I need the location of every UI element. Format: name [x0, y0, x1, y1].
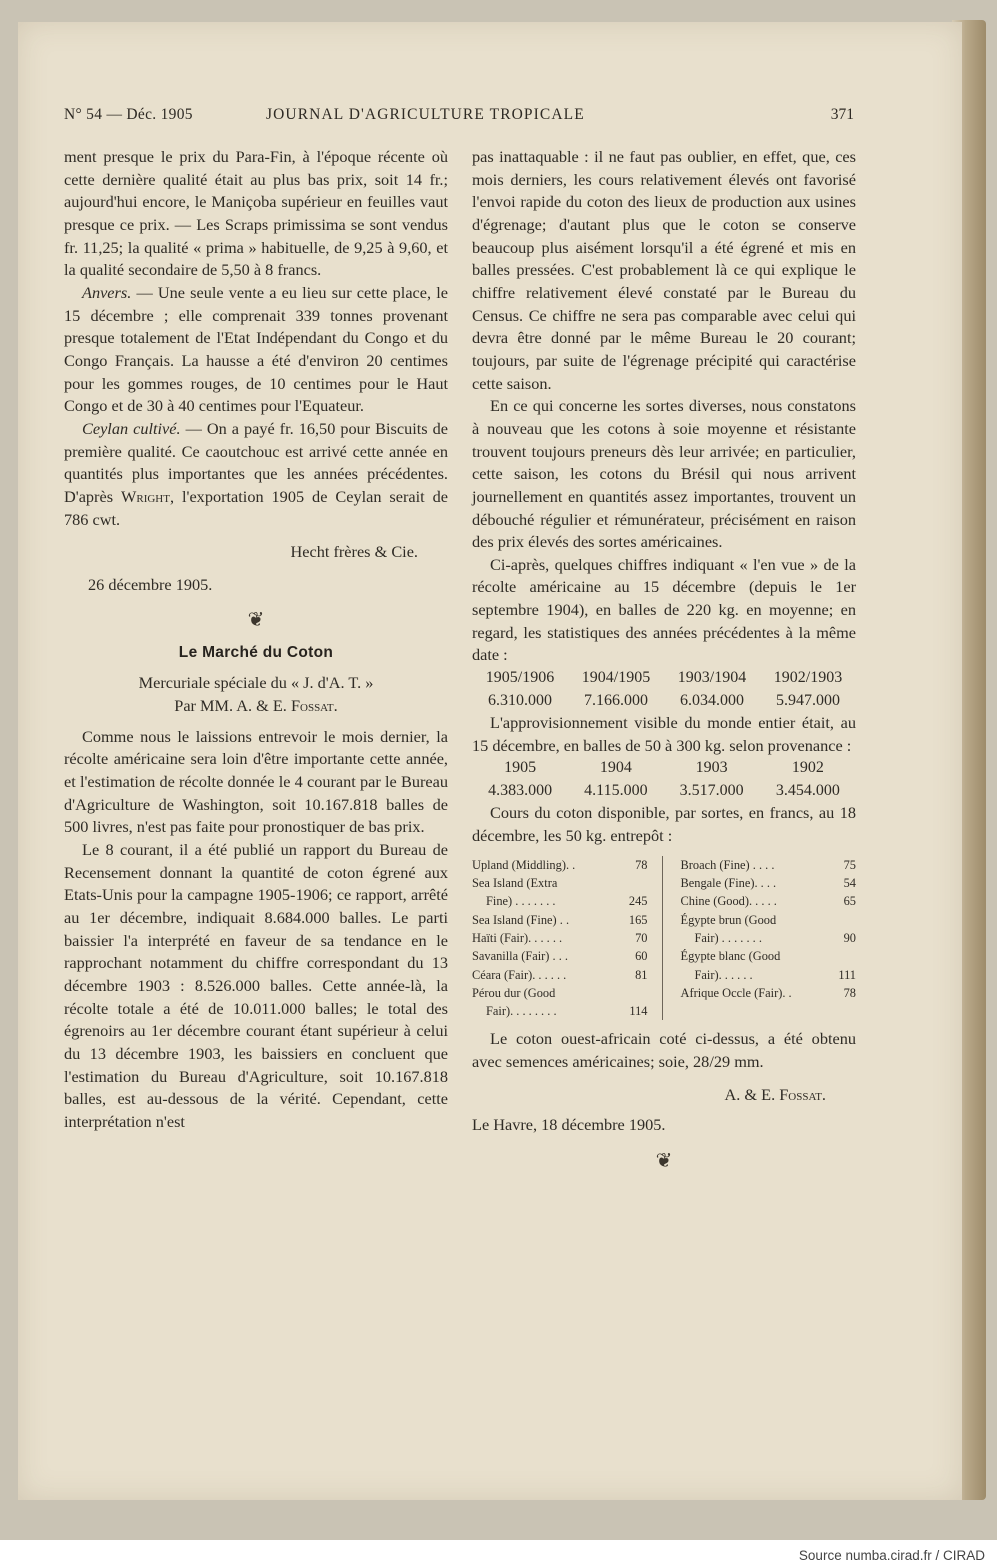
section-title: Le Marché du Coton — [178, 644, 334, 662]
table-cell: 3.454.000 — [775, 781, 840, 799]
supply-figures-table — [472, 757, 856, 802]
table-cell: 1905 — [504, 759, 537, 777]
price-row: Pérou dur (Good — [472, 985, 556, 1000]
price-row: Upland (Middling). . 78 — [472, 857, 648, 872]
price-row: Céara (Fair). . . . . . 81 — [472, 967, 648, 982]
table-cell: 1903/1904 — [677, 669, 747, 687]
price-row: Fair) . . . . . . . 90 — [694, 930, 856, 945]
table-cell: 1902/1903 — [773, 669, 843, 687]
table-cell: 6.310.000 — [488, 691, 552, 709]
signature: Hecht frères & Cie. — [290, 542, 418, 562]
table-cell: 1905/1906 — [485, 669, 555, 687]
price-column-right — [663, 856, 857, 1021]
paragraph: L'approvisionnement visible du monde entier était, au 15 décembre, en balles de 50 à 300 kg. selon provenance : — [472, 713, 856, 755]
paragraph: Le 8 courant, il a été publié un rapport du Bureau de Recensement donnant la quantité de coton égrené aux Etats-Unis pour la campagne 1905-1906; ce rapport, arrêté au 1er décembre, indiquait 8.684.000 balles. Le parti baissier l'a interprété en faveur de sa tendance en le rapprochant notamment du chiffre correspondant du 13 décembre 1903 : 8.526.000 balles. Cette année-là, la récolte totale a été de 10.011.000 balles; le total des égrenoirs au 1er décembre courant étant supérieur à celui du 13 décembre 1903, les baissiers en concluent que l'estimation du Bureau d'Agriculture, soit 10.167.818 balles, est au-dessous de la vérité. Cependant, cette interprétation n'est — [64, 840, 448, 1131]
table-cell: 4.383.000 — [488, 781, 553, 799]
journal-title: JOURNAL D'AGRICULTURE TROPICALE — [266, 106, 585, 123]
paragraph-anvers: Anvers. — Une seule vente a eu lieu sur cette place, le 15 décembre ; elle comprenait 339 tonnes provenant presque totalement de l'Etat Indépendant du Congo et du Congo Français. La hausse a été d'environ 20 centimes pour les gommes rouges, de 10 centimes pour le Haut Congo et de 30 à 40 centimes pour l'Equateur. — [64, 282, 448, 416]
paragraph: Comme nous le laissions entrevoir le mois dernier, la récolte américaine sera loin d'être importante cette année, et l'estimation de récolte donnée le 4 courant par le Bureau d'Agriculture de Washington, soit 10.167.818 balles de 500 livres, n'est pas faite pour pronostiquer de bas prix. — [64, 726, 448, 837]
source-credit: Source numba.cirad.fr / CIRAD — [798, 1548, 985, 1563]
paragraph: ment presque le prix du Para-Fin, à l'époque récente où cette dernière qualité était au plus bas prix, soit 14 fr.; aujourd'hui encore, le Maniçoba supérieur en feuilles vaut presque ce prix. — Les Scraps primissima se sont vendus fr. 11,25; la qualité « prima » habituelle, de 9,25 à 9,60, et la qualité secondaire de 5,50 à 8 francs. — [64, 147, 448, 280]
paragraph: Le coton ouest-africain coté ci-dessus, a été obtenu avec semences américaines; soie, 28/29 mm. — [472, 1029, 856, 1072]
price-row: Sea Island (Extra — [472, 876, 558, 891]
paragraph: pas inattaquable : il ne faut pas oublier, en effet, que, ces mois derniers, les cours relativement élevés ont favorisé l'envoi rapide du coton des lieux de production aux usines d'égrenage; d'autant plus que le coton se conserve beaucoup plus aisément lorsqu'il a été égrené et mis en balles pressées. C'est probablement là ce qui explique le chiffre relativement élevé constaté par le Bureau du Census. Ce chiffre ne sera pas comparable avec celui qui devra être donné par le même Bureau le 20 courant; toujours, par suite de l'égrenage précipité qui caractérise cette saison. — [472, 147, 856, 393]
page-number: 371 — [830, 106, 854, 123]
table-cell: 3.517.000 — [679, 781, 744, 799]
table-cell: 7.166.000 — [584, 691, 648, 709]
place-label: Anvers. — [82, 282, 132, 302]
price-row: Haïti (Fair). . . . . . 70 — [472, 930, 648, 945]
table-cell: 1903 — [695, 759, 728, 777]
ornament: ❦ — [655, 1148, 673, 1173]
price-row: Sea Island (Fine) . . 165 — [472, 912, 648, 927]
price-row: Chine (Good). . . . . 65 — [680, 894, 856, 909]
table-cell: 4.115.000 — [584, 781, 648, 799]
ornament: ❦ — [247, 607, 265, 632]
dateline: 26 décembre 1905. — [88, 574, 213, 594]
signature: A. & E. Fossat. — [724, 1084, 826, 1104]
paragraph: Cours du coton disponible, par sortes, en francs, au 18 décembre, les 50 kg. entrepôt : — [472, 803, 856, 846]
table-cell: 6.034.000 — [680, 691, 744, 709]
price-column-left — [472, 856, 663, 1021]
price-row: Broach (Fine) . . . . 75 — [680, 857, 856, 872]
price-row: Égypte blanc (Good — [680, 949, 781, 964]
table-cell: 1904 — [599, 759, 632, 777]
table-cell: 5.947.000 — [776, 691, 840, 709]
place-label: Ceylan cultivé. — [82, 418, 181, 438]
author-name: Wright — [121, 486, 170, 506]
crop-figures-table — [472, 667, 856, 712]
paragraph: Ci-après, quelques chiffres indiquant « l'en vue » de la récolte américaine au 15 décembre (depuis le 1er septembre 1904), en balles de 220 kg. en moyenne; en regard, les statistiques des années précédentes à la même date : — [472, 554, 856, 665]
table-cell: 1904/1905 — [581, 669, 651, 687]
subtitle: Mercuriale spéciale du « J. d'A. T. » — [138, 673, 374, 693]
table-cell: 1902 — [791, 759, 824, 777]
price-row: Fine) . . . . . . . 245 — [486, 894, 648, 909]
dateline: Le Havre, 18 décembre 1905. — [472, 1115, 666, 1135]
price-row: Afrique Occle (Fair). . 78 — [680, 985, 856, 1000]
byline: Par MM. A. & E. Fossat. — [174, 696, 338, 716]
right-column — [472, 146, 856, 1177]
price-row: Égypte brun (Good — [680, 912, 777, 927]
price-row: Fair). . . . . . . . 114 — [486, 1004, 648, 1019]
price-row: Bengale (Fine). . . . 54 — [680, 876, 856, 891]
issue-label: N° 54 — Déc. 1905 — [64, 106, 193, 123]
paragraph: En ce qui concerne les sortes diverses, nous constatons à nouveau que les cotons à soie moyenne et résistante trouvent toujours preneurs dès leur arrivée; en particulier, cette saison, les cotons du Brésil qui nous arrivent journellement en quantités assez importantes, trouvent un débouché régulier et rémunérateur, précisément en raison des prix élevés des sortes américaines. — [472, 396, 856, 552]
left-column — [64, 146, 448, 1134]
price-row: Fair). . . . . . 111 — [694, 967, 856, 982]
running-head — [64, 106, 854, 128]
price-table — [472, 856, 856, 1021]
price-row: Savanilla (Fair) . . . 60 — [472, 949, 648, 964]
paragraph-ceylan: Ceylan cultivé. — On a payé fr. 16,50 pour Biscuits de première qualité. Ce caoutchouc est arrivé cette année en quantités plus importantes que les années précédentes. D'après Wright, l'exportation 1905 de Ceylan serait de 786 cwt. — [64, 418, 448, 529]
